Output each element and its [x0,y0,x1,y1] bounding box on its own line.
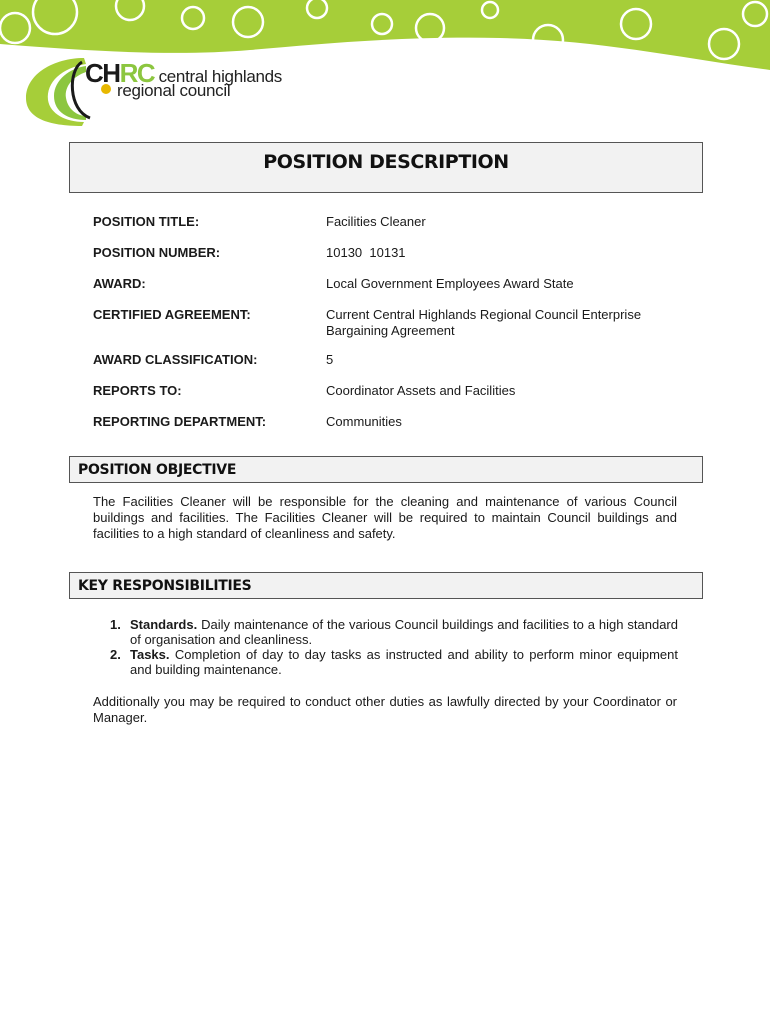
field-value: Facilities Cleaner [326,214,426,229]
list-item [110,647,678,677]
logo-line1: central highlands [158,67,282,86]
item-text: Daily maintenance of the various Council buildings and facilities to a high standard of organisation and cleanliness. [130,617,678,647]
responsibilities-list [110,617,678,677]
closing-text: Additionally you may be required to conduct other duties as lawfully directed by your Coordinator or Manager. [93,694,677,725]
item-number: 1. [110,617,121,632]
responsibilities-heading-box [69,572,703,599]
objective-text: The Facilities Cleaner will be responsible for the cleaning and maintenance of various Council buildings and facilities. The Facilities Cleaner will be required to maintain Council buildings and facilities to a high standard of cleanliness and safety. [93,494,677,541]
field-label: POSITION TITLE: [93,214,200,229]
page-title: POSITION DESCRIPTION [263,151,509,173]
field-label: CERTIFIED AGREEMENT: [93,307,251,322]
field-value: 5 [326,352,334,367]
item-title: Standards. [130,617,198,632]
field-label: POSITION NUMBER: [93,245,221,260]
responsibilities-heading: KEY RESPONSIBILITIES [78,578,252,594]
field-label: REPORTING DEPARTMENT: [93,414,267,429]
objective-heading-box [69,456,703,483]
field-value: Current Central Highlands Regional Council Enterprise Bargaining Agreement [326,307,642,338]
field-value: Communities [326,414,402,429]
field-value: 10130 10131 [326,245,406,260]
field-label: AWARD: [93,276,146,291]
logo-abbrev-b: RC [119,58,155,88]
field-label: REPORTS TO: [93,383,182,398]
objective-heading: POSITION OBJECTIVE [78,462,237,478]
title-box [69,142,703,193]
item-text: Completion of day to day tasks as instructed and ability to perform minor equipment and building maintenance. [130,647,678,677]
item-title: Tasks. [130,647,170,662]
field-value: Local Government Employees Award State [326,276,574,291]
logo-abbrev-a: CH [85,58,120,88]
list-item [110,617,678,647]
logo-line2: regional council [117,81,231,100]
field-label: AWARD CLASSIFICATION: [93,352,258,367]
item-number: 2. [110,647,121,662]
field-value: Coordinator Assets and Facilities [326,383,516,398]
